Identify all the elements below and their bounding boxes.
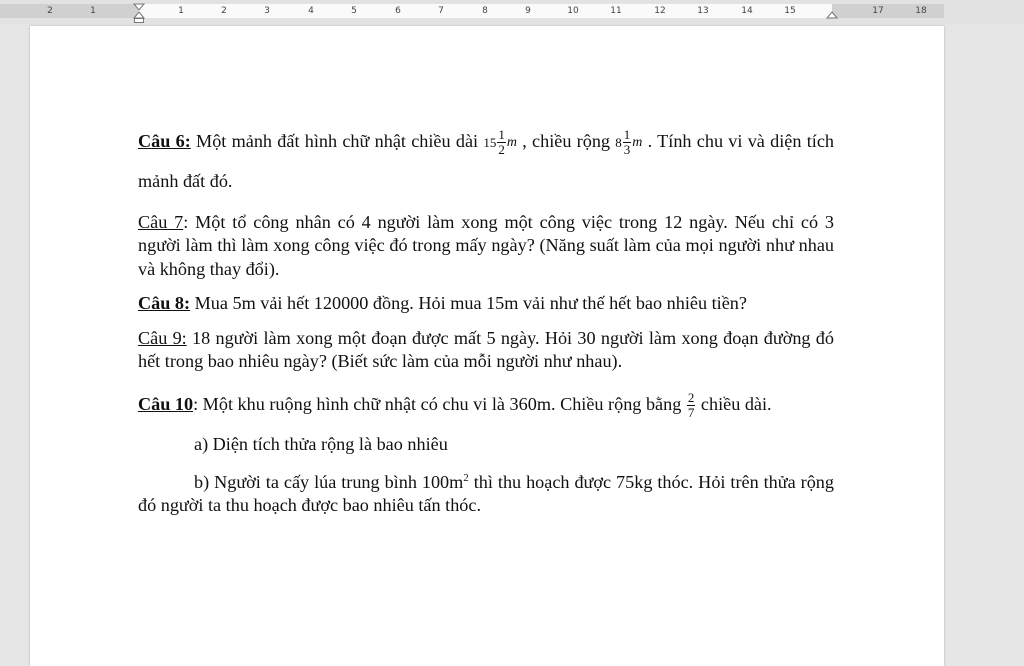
question-10-part-a: a) Diện tích thửa rộng là bao nhiêu — [194, 433, 448, 454]
question-text: . Tính chu vi và diện tích mảnh đất đó. — [138, 131, 834, 191]
question-6 — [138, 122, 834, 200]
workspace-background — [944, 24, 1024, 650]
ruler-label: 17 — [872, 6, 884, 16]
width-ratio-fraction: $\frac{2}{7}$ — [687, 390, 695, 421]
ruler-left-margin — [0, 4, 138, 18]
ruler-label: 13 — [697, 6, 709, 16]
ruler-label: 6 — [395, 6, 401, 16]
ruler-label: 8 — [482, 6, 488, 16]
ruler-label: 15 — [784, 6, 796, 16]
length-fraction: $\frac{1}{2}$ — [498, 127, 505, 158]
ruler-label: 4 — [308, 6, 314, 16]
ruler-label: 14 — [741, 6, 753, 16]
question-text: Một mảnh đất hình chữ nhật chiều dài — [190, 131, 484, 151]
right-indent-marker[interactable] — [826, 3, 838, 23]
width-whole: 8 — [615, 134, 622, 150]
ruler-label: 7 — [438, 6, 444, 16]
ruler-label: 12 — [654, 6, 666, 16]
first-line-indent-marker[interactable] — [133, 3, 145, 23]
horizontal-ruler[interactable] — [0, 0, 1024, 24]
length-whole: 15 — [483, 134, 497, 150]
question-label: Câu 6: — [138, 131, 191, 151]
question-10-part-b — [138, 467, 834, 518]
ruler-right-margin — [832, 4, 944, 18]
document-body[interactable] — [138, 122, 834, 518]
ruler-label: 18 — [915, 6, 927, 16]
question-label: Câu 10 — [138, 393, 194, 414]
ruler-label: 1 — [178, 6, 184, 16]
ruler-label: 1 — [90, 6, 96, 16]
width-unit: m — [632, 134, 643, 150]
question-10 — [138, 385, 834, 423]
width-fraction: $\frac{1}{3}$ — [623, 127, 631, 158]
question-9 — [138, 327, 834, 374]
ruler-label: 2 — [221, 6, 227, 16]
ruler-label: 10 — [567, 6, 579, 16]
question-text: : Một tổ công nhân có 4 người làm xong một công việc trong 12 ngày. Nếu chỉ có 3 người làm thì làm xong công việc đó trong mấy ngày? (Năng suất làm của mọi người như nhau và không thay đổi). — [138, 211, 834, 279]
part-text: thì thu hoạch được 75kg thóc. Hỏi trên thửa rộng đó người ta thu hoạch được bao nhiêu tấn thóc. — [138, 471, 834, 516]
question-text: Mua 5m vải hết 120000 đồng. Hỏi mua 15m vải như thế hết bao nhiêu tiền? — [190, 293, 747, 314]
question-8 — [138, 292, 834, 316]
ruler-label: 3 — [264, 6, 270, 16]
ruler-label: 2 — [47, 6, 53, 16]
question-7 — [138, 211, 834, 282]
part-text: b) Người ta cấy lúa trung bình 100m — [194, 471, 464, 492]
question-text: 18 người làm xong một đoạn được mất 5 ngày. Hỏi 30 người làm xong đoạn đường đó hết trong bao nhiêu ngày? (Biết sức làm của mỗi người như nhau). — [138, 327, 834, 372]
ruler-label: 5 — [351, 6, 357, 16]
question-label: Câu 9: — [138, 327, 187, 348]
superscript: 2 — [463, 471, 469, 484]
question-text: , chiều rộng — [516, 131, 616, 151]
question-text: : Một khu ruộng hình chữ nhật có chu vi là 360m. Chiều rộng bằng — [193, 393, 686, 414]
ruler-label: 11 — [610, 6, 622, 16]
length-unit: m — [506, 134, 517, 150]
question-text: chiều dài. — [696, 393, 772, 414]
document-page[interactable] — [30, 26, 944, 666]
question-label: Câu 8: — [138, 293, 191, 314]
question-label: Câu 7 — [138, 211, 184, 232]
ruler-label: 9 — [525, 6, 531, 16]
